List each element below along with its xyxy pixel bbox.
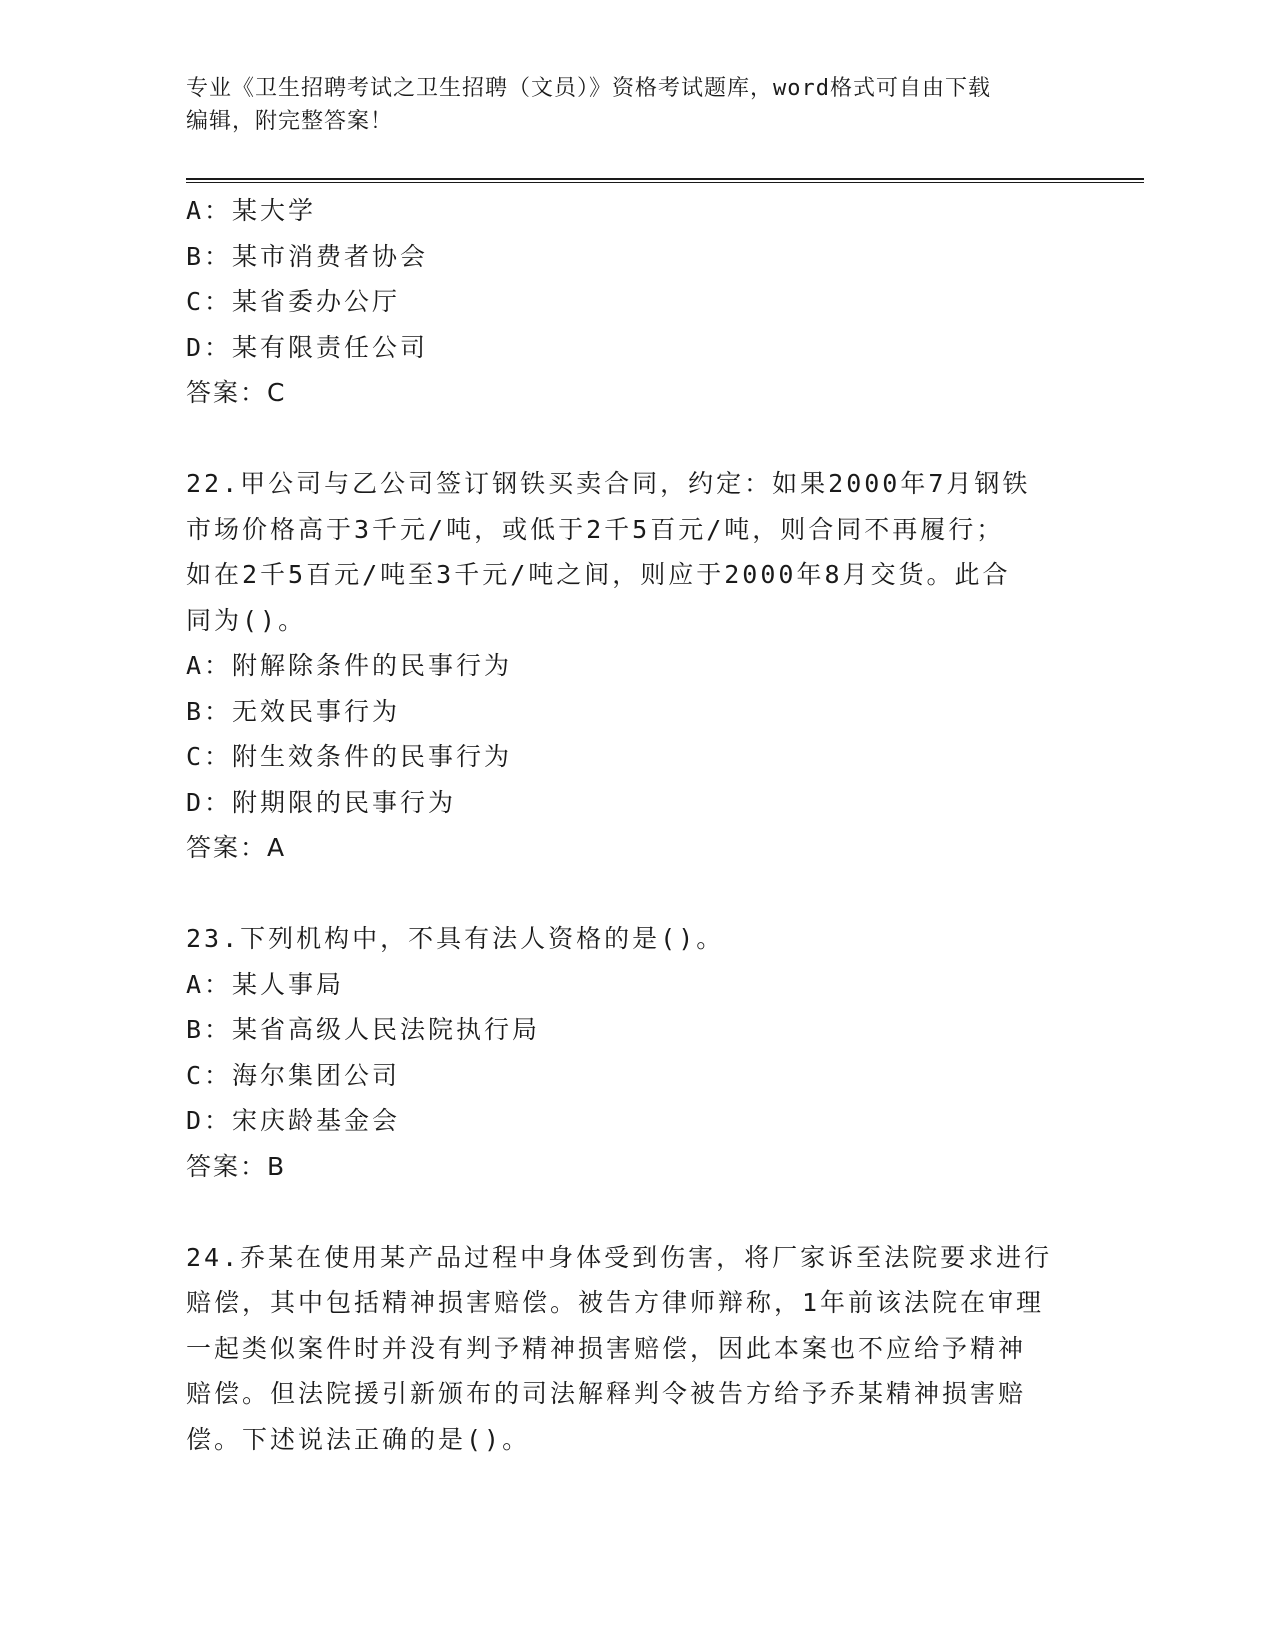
answer: 答案：B xyxy=(186,1151,287,1181)
option-d: D：某有限责任公司 xyxy=(186,332,429,362)
spacer xyxy=(186,416,1086,462)
header-line-1: 专业《卫生招聘考试之卫生招聘（文员）》资格考试题库，word格式可自由下载 xyxy=(186,76,991,101)
question-21 xyxy=(186,188,1086,416)
option-b: B：某省高级人民法院执行局 xyxy=(186,1015,541,1044)
option-b: B：无效民事行为 xyxy=(186,696,401,726)
question-stem-line: 23.下列机构中，不具有法人资格的是()。 xyxy=(186,924,725,953)
question-stem-line: 24.乔某在使用某产品过程中身体受到伤害，将厂家诉至法院要求进行 xyxy=(186,1242,1053,1272)
answer: 答案：C xyxy=(186,378,287,407)
document-header xyxy=(186,72,1066,138)
option-c: C：附生效条件的民事行为 xyxy=(186,742,513,771)
answer: 答案：A xyxy=(186,833,287,862)
spacer xyxy=(186,1189,1086,1235)
question-content xyxy=(186,188,1086,1462)
question-stem-line: 赔偿。但法院援引新颁布的司法解释判令被告方给予乔某精神损害赔 xyxy=(186,1379,1027,1408)
question-24 xyxy=(186,1235,1086,1463)
option-b: B：某市消费者协会 xyxy=(186,241,429,271)
question-stem-line: 偿。下述说法正确的是()。 xyxy=(186,1424,531,1454)
header-line-2: 编辑，附完整答案！ xyxy=(186,109,394,134)
spacer xyxy=(186,871,1086,917)
question-stem-line: 一起类似案件时并没有判予精神损害赔偿，因此本案也不应给予精神 xyxy=(186,1333,1027,1363)
question-stem-line: 如在2千5百元/吨至3千元/吨之间，则应于2000年8月交货。此合 xyxy=(186,560,1011,589)
question-stem-line: 市场价格高于3千元/吨，或低于2千5百元/吨，则合同不再履行； xyxy=(186,514,1005,544)
option-d: D：附期限的民事行为 xyxy=(186,787,457,817)
option-c: C：海尔集团公司 xyxy=(186,1060,401,1090)
option-d: D：宋庆龄基金会 xyxy=(186,1106,401,1135)
option-c: C：某省委办公厅 xyxy=(186,287,401,316)
option-a: A：某人事局 xyxy=(186,969,345,999)
question-23 xyxy=(186,916,1086,1189)
header-divider xyxy=(186,178,1144,183)
option-a: A：某大学 xyxy=(186,196,317,225)
question-stem-line: 22.甲公司与乙公司签订钢铁买卖合同，约定：如果2000年7月钢铁 xyxy=(186,469,1031,498)
option-a: A：附解除条件的民事行为 xyxy=(186,651,513,680)
question-stem-line: 赔偿，其中包括精神损害赔偿。被告方律师辩称，1年前该法院在审理 xyxy=(186,1288,1045,1317)
question-22 xyxy=(186,461,1086,871)
question-stem-line: 同为()。 xyxy=(186,605,307,635)
